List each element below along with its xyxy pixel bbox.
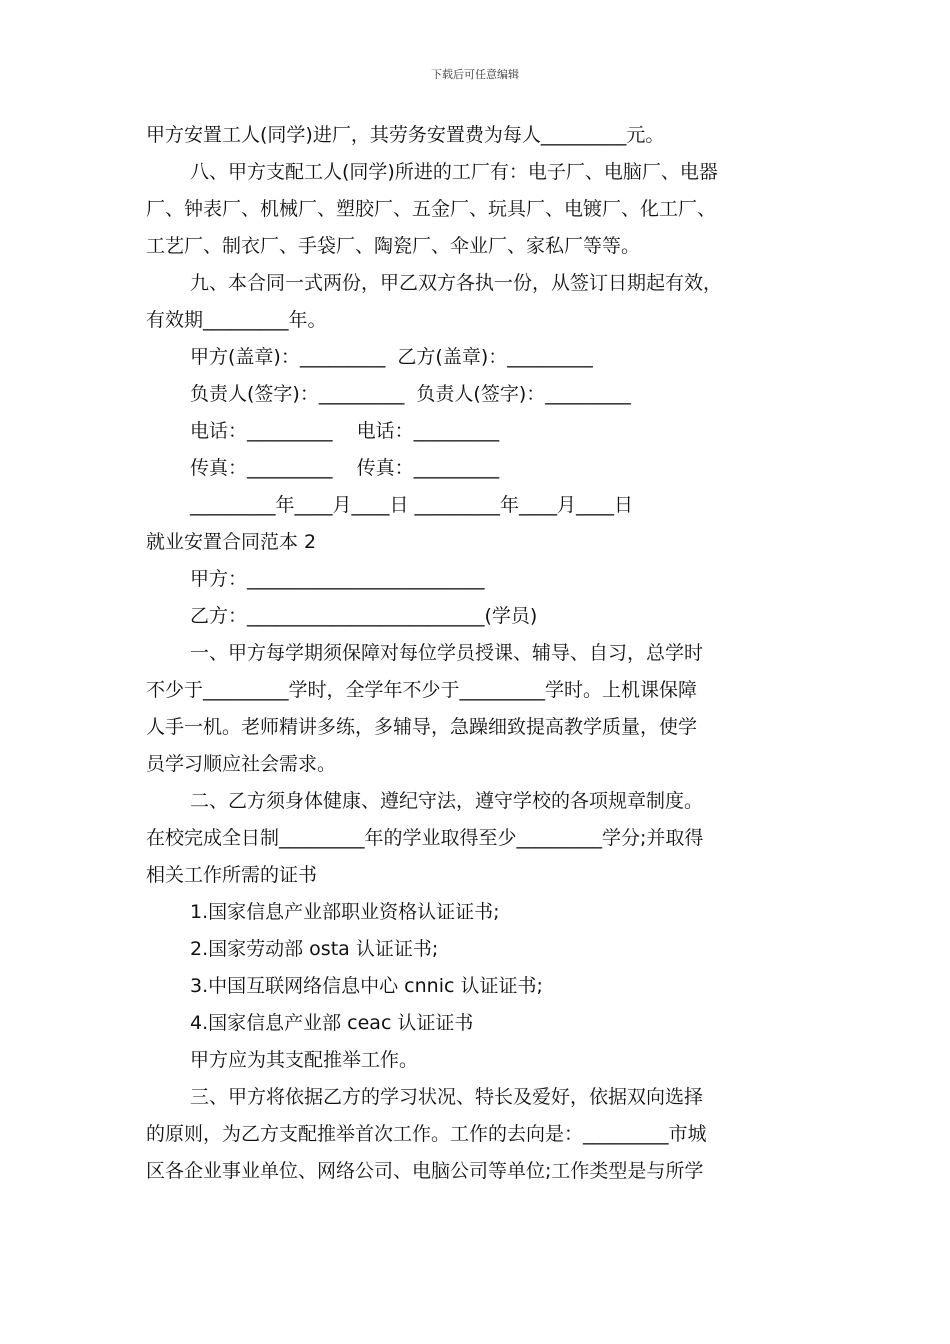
- text-line: 相关工作所需的证书: [146, 864, 318, 886]
- text-line: 九、本合同一式两份，甲乙双方各执一份，从签订日期起有效，: [190, 272, 723, 294]
- text-line: 一、甲方每学期须保障对每位学员授课、辅导、自习，总学时: [190, 642, 704, 664]
- text-line: 工艺厂、制衣厂、手袋厂、陶瓷厂、伞业厂、家私厂等等。: [146, 235, 641, 257]
- document-body: [146, 117, 826, 1190]
- list-item: 4.国家信息产业部 ceac 认证证书: [190, 1012, 474, 1034]
- section-title: 就业安置合同范本 2: [146, 531, 317, 553]
- text-line: 有效期_________年。: [146, 309, 327, 331]
- text-line: 八、甲方支配工人(同学)所进的工厂有：电子厂、电脑厂、电器: [190, 161, 718, 183]
- list-item: 2.国家劳动部 osta 认证证书;: [190, 938, 439, 960]
- party-line: 乙方：_________________________(学员): [190, 605, 538, 627]
- text-line: 甲方安置工人(同学)进厂，其劳务安置费为每人_________元。: [146, 124, 665, 146]
- text-line: 厂、钟表厂、机械厂、塑胶厂、五金厂、玩具厂、电镀厂、化工厂、: [146, 198, 717, 220]
- page-header: 下载后可任意编辑: [431, 68, 519, 81]
- text-line: 的原则，为乙方支配推举首次工作。工作的去向是：_________市城: [146, 1123, 707, 1145]
- signature-line: 电话：_________ 电话：_________: [190, 420, 500, 442]
- text-line: 甲方应为其支配推举工作。: [190, 1049, 419, 1071]
- signature-line: 甲方(盖章)：_________ 乙方(盖章)：_________: [190, 346, 593, 368]
- text-line: 人手一机。老师精讲多练，多辅导，急躁细致提高教学质量，使学: [146, 716, 698, 738]
- list-item: 1.国家信息产业部职业资格认证证书;: [190, 901, 500, 923]
- party-line: 甲方：_________________________: [190, 568, 485, 590]
- signature-line: 传真：_________ 传真：_________: [190, 457, 500, 479]
- date-line: _________年____月____日 _________年____月____日: [190, 494, 634, 516]
- text-line: 三、甲方将依据乙方的学习状况、特长及爱好，依据双向选择: [190, 1086, 704, 1108]
- text-line: 在校完成全日制_________年的学业取得至少_________学分;并取得: [146, 827, 704, 849]
- text-line: 员学习顺应社会需求。: [146, 753, 337, 775]
- list-item: 3.中国互联网络信息中心 cnnic 认证证书;: [190, 975, 543, 997]
- text-line: 二、乙方须身体健康、遵纪守法，遵守学校的各项规章制度。: [190, 790, 704, 812]
- text-line: 不少于_________学时，全学年不少于_________学时。上机课保障: [146, 679, 698, 701]
- text-line: 区各企业事业单位、网络公司、电脑公司等单位;工作类型是与所学: [146, 1160, 704, 1182]
- signature-line: 负责人(签字)：_________ 负责人(签字)：_________: [190, 383, 631, 405]
